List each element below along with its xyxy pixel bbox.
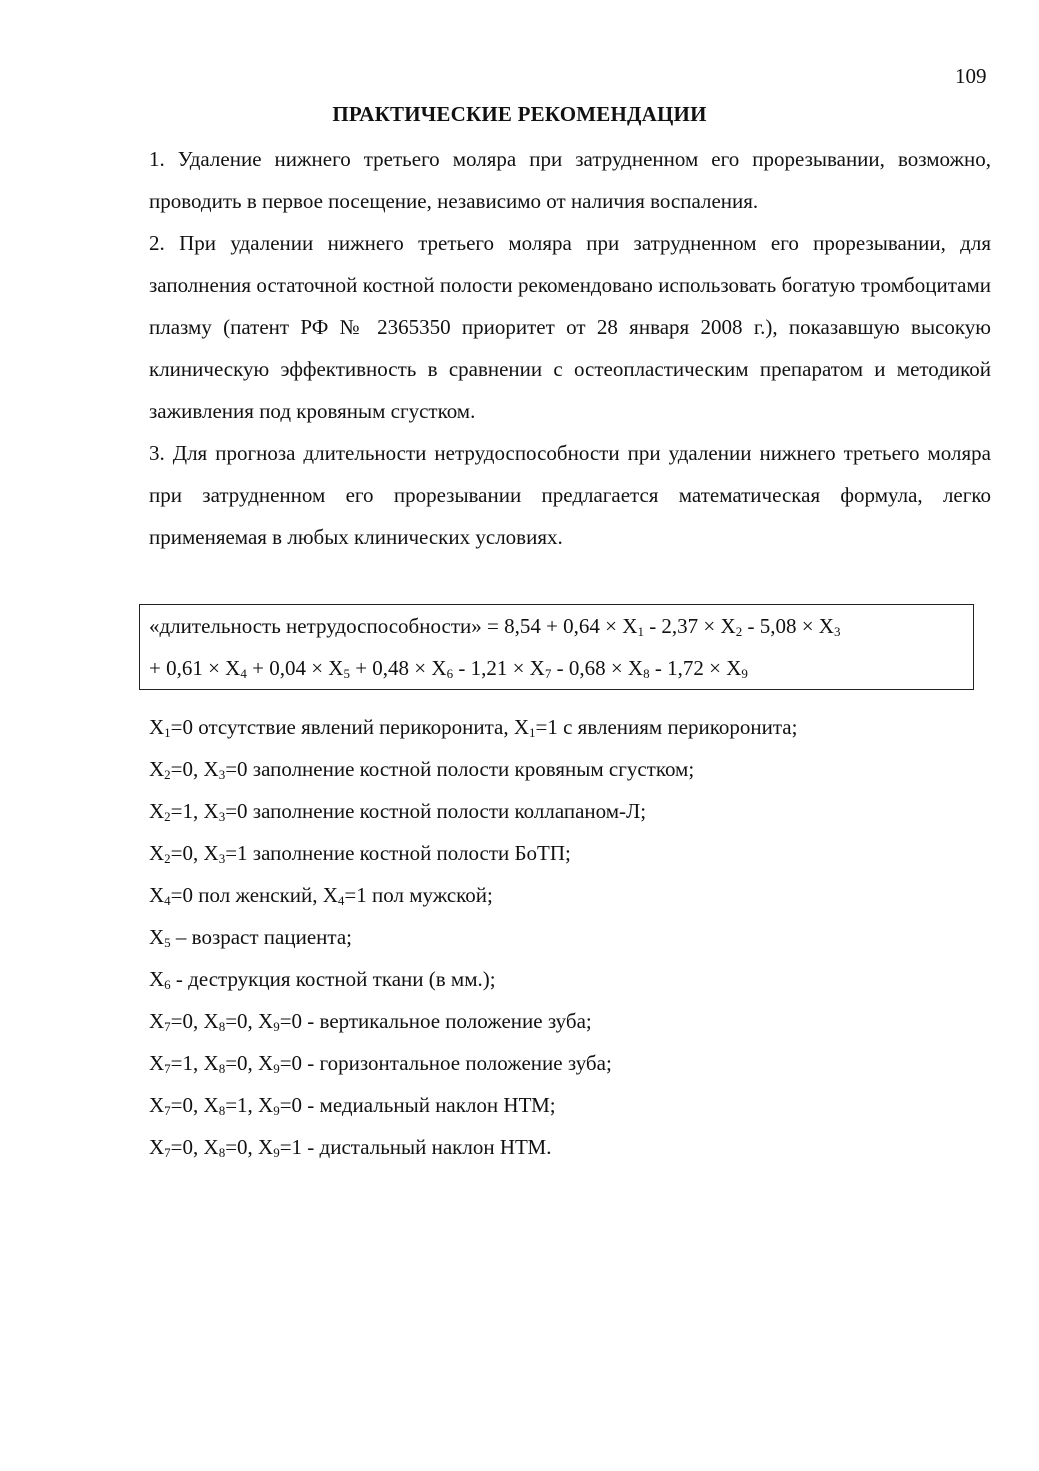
definition-line: $X_2=0$, $X_3=0$ заполнение костной полости кровяным сгустком; <box>149 757 695 782</box>
definition-line: $X_7=0$, $X_8=0$, $X_9=0$ - вертикальное положение зуба; <box>149 1009 592 1034</box>
definition-line: $X_1=0$ отсутствие явлений перикоронита, $X_1=1$ с явлениям перикоронита; <box>149 715 798 740</box>
paragraph-2: 2. При удалении нижнего третьего моляра при затрудненном его прорезывании, для заполнения остаточной костной полости рекомендовано использовать богатую тромбоцитами плазму (патент РФ № 2365350 приоритет от 28 января 2008 г.), показавшую высокую клиническую эффективность в сравнении с остеопластическим препаратом и методикой заживления под кровяным сгустком. <box>149 231 991 423</box>
definition-line: $X_6$ - деструкция костной ткани (в мм.); <box>149 967 496 992</box>
definition-line: $X_2=0$, $X_3=1$ заполнение костной полости БоТП; <box>149 841 571 866</box>
definition-line: $X_4=0$ пол женский, $X_4=1$ пол мужской; <box>149 883 493 908</box>
page-number: 109 <box>955 64 987 88</box>
paragraph-3: 3. Для прогноза длительности нетрудоспособности при удалении нижнего третьего моляра при затрудненном его прорезывании предлагается математическая формула, легко применяемая в любых клинических условиях. <box>149 441 991 549</box>
recommendations-text <box>149 138 991 558</box>
formula-line-2: + $0,61 \times X_4 + 0,04 \times X_5 + 0,48 \times X_6 - 1,21 \times X_7 - 0,68 \times X_8 - 1,72 \times X_9$ <box>149 656 748 681</box>
definition-line: $X_5$ – возраст пациента; <box>149 925 352 950</box>
formula-box <box>139 604 974 690</box>
definition-line: $X_2=1$, $X_3=0$ заполнение костной полости коллапаном-Л; <box>149 799 647 824</box>
definition-line: $X_7=0$, $X_8=0$, $X_9=1$ - дистальный наклон НТМ. <box>149 1135 552 1160</box>
definition-line: $X_7=1$, $X_8=0$, $X_9=0$ - горизонтальное положение зуба; <box>149 1051 612 1076</box>
definition-line: $X_7=0$, $X_8=1$, $X_9=0$ - медиальный наклон НТМ; <box>149 1093 556 1118</box>
formula-line-1: «длительность нетрудоспособности» = $8,54 + 0,64 \times X_1 - 2,37 \times X_2 - 5,08 \times X_3$ <box>149 614 841 639</box>
section-title: ПРАКТИЧЕСКИЕ РЕКОМЕНДАЦИИ <box>332 102 707 126</box>
variable-definitions <box>149 706 991 1168</box>
paragraph-1: 1. Удаление нижнего третьего моляра при затрудненном его прорезывании, возможно, проводить в первое посещение, независимо от наличия воспаления. <box>149 147 991 213</box>
